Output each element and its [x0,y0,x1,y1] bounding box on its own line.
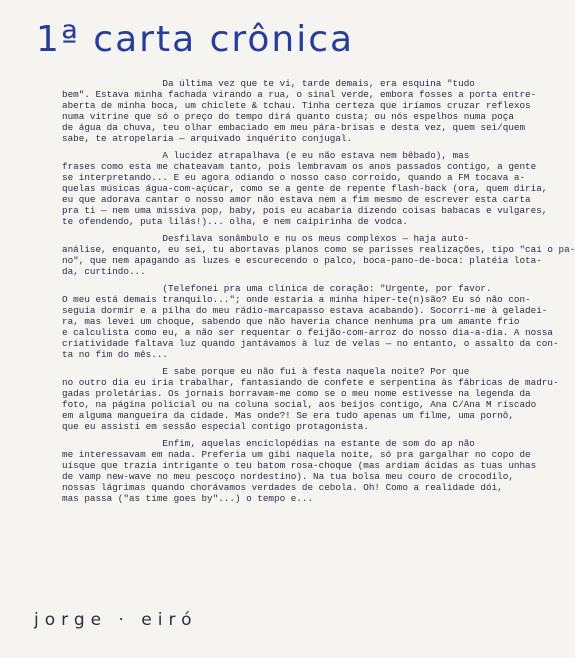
text-line: seguia dormir e a pilha do meu rádio-marcapasso estava acabando). Socorri-me à geladei- [62,305,548,316]
page-title: 1ª carta crônica [36,19,355,60]
text-line: me interessavam em nada. Preferia um gibi naquela noite, só pra gargalhar no copo de [62,449,531,460]
text-line: gadas proletárias. Os jornais borravam-me como se o meu nome estivesse na legenda da [62,388,531,399]
paragraph [62,150,548,227]
text-line: uísque que trazia intrigante o teu batom rosa-choque (mas ardiam ácidas as tuas unhas [62,460,537,471]
text-line: ta no fim do mês... [62,349,169,360]
text-line: no", que nem apagando as luzes e escurecendo o palco, boca-pano-de-boca: platéia lota- [62,255,542,266]
text-line: O meu está demais tranquilo..."; onde estaria a minha hiper-te(n)são? Eu só não con- [62,294,531,305]
text-line: numa vitrine que só o preço do tempo dirá quanto custa; ou nós espelhos numa poça [62,111,514,122]
text-line: que eu assisti em sessão especial contigo protagonista. [62,421,369,432]
text-line: te ofendendo, puta lilás!)... olha, e nem caipirinha de vodca. [62,216,408,227]
text-line: no outro dia eu iria trabalhar, fantasiando de confete e serpentina às fábricas de madru- [62,377,559,388]
text-line: bem". Estava minha fachada virando a rua, o sinal verde, embora fosses a porta entre- [62,89,537,100]
chronicle-text [62,78,575,510]
paragraph [62,438,537,504]
paragraph [62,78,537,144]
text-line: A lucidez atrapalhava (e eu não estava nem bêbado), mas [62,150,470,161]
text-line: Da última vez que te vi, tarde demais, era esquina "tudo [62,78,475,89]
paragraph [62,366,559,432]
text-line: frases como esta me chateavam tanto, pois lembravam os anos passados contigo, a gente [62,161,537,172]
text-line: em alguma mangueira da cidade. Mas onde?! Se era tudo apenas um filme, uma pornô, [62,410,514,421]
text-line: da, curtindo... [62,266,146,277]
text-line: foto, na página policial ou na coluna social, aos beijos contigo, Ana C/Ana M riscado [62,399,537,410]
text-line: de água da chuva, teu olhar embaciado em meu pára-brisas e desta vez, quem sei/quem [62,122,526,133]
text-line: sabe, te atropelaria — arquivado inquérito conjugal. [62,133,353,144]
text-line: análise, enquanto, eu sei, tu abortavas planos como se parisses realizações, tipo "cai o pa- [62,244,575,255]
text-line: (Telefonei pra uma clínica de coração: "Urgente, por favor. [62,283,492,294]
paragraph [62,283,559,360]
text-line: E sabe porque eu não fui à festa naquela noite? Por que [62,366,470,377]
text-line: criatividade faltava luz quando jantávamos à luz de velas — no entanto, o assalto da con- [62,338,559,349]
text-line: Desfilava sonâmbulo e nu os meus complexos — haja auto- [62,233,470,244]
text-line: quelas músicas água-com-açúcar, como se a gente de repente flash-back (ora, quem diria, [62,183,548,194]
text-line: e calculista como eu, a não ser requentar o feijão-com-arroz do nosso dia-a-dia. A nossa [62,327,553,338]
text-line: aberta de minha boca, um chiclete & tchau. Tinha certeza que iríamos cruzar reflexos [62,100,531,111]
text-line: mas passa ("as time goes by"...) o tempo e... [62,493,314,504]
text-line: eu que adorava cantar o nosso amor não estava nem a fim mesmo de escrever esta carta [62,194,531,205]
text-line: nossas lágrimas quando chorávamos verdades de cebola. Oh! Como a realidade dói, [62,482,503,493]
text-line: Enfim, aquelas enciclopédias na estante de som do ap não [62,438,475,449]
text-line: ra, mas levei um choque, sabendo que não haveria chance nenhuma pra um amante frio [62,316,520,327]
text-line: de vamp new-wave no meu pescoço nordestino). Na tua bolsa meu couro de crocodilo, [62,471,514,482]
text-line: pra ti — nem uma missiva pop, baby, pois eu acabaria dizendo coisas babacas e vulgares, [62,205,548,216]
text-line: se interpretando... E eu agora odiando o nosso caso corroído, quando a FM tocava a- [62,172,526,183]
author-signature: jorge · eiró [34,610,198,630]
paragraph [62,233,575,277]
